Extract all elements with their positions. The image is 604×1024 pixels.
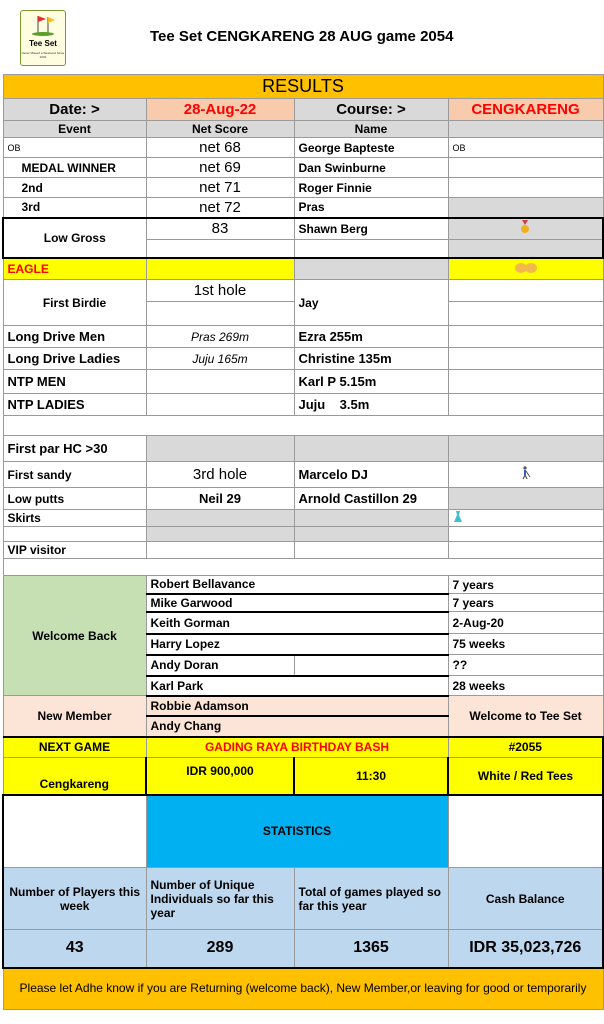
new-member-name: Andy Chang [146, 716, 448, 737]
empty-cell [3, 527, 146, 542]
welcome-back-name: Karl Park [146, 676, 448, 696]
welcome-back-since: 2-Aug-20 [448, 612, 603, 634]
statistics-title: STATISTICS [146, 795, 448, 868]
empty-cell [448, 240, 603, 258]
long-drive-men-label: Long Drive Men [3, 326, 146, 348]
empty-cell [3, 795, 146, 868]
empty-cell [146, 527, 294, 542]
low-gross-score: 83 [146, 218, 294, 240]
empty-cell [294, 436, 448, 462]
empty-cell [448, 542, 603, 559]
empty-cell [294, 542, 448, 559]
medal-net: net 69 [146, 158, 294, 178]
ntp-men-label: NTP MEN [3, 370, 146, 394]
empty-cell [146, 258, 294, 280]
logo-subtitle: Never Missed a Weekend Since 2003 [21, 51, 65, 59]
empty-cell [146, 510, 294, 527]
empty-cell [448, 394, 603, 416]
golf-flag-logo-icon [30, 14, 56, 36]
date-value: 28-Aug-22 [146, 99, 294, 121]
medal-icon [519, 220, 531, 234]
welcome-back-since: 75 weeks [448, 634, 603, 655]
next-game-fee: IDR 900,000 [146, 758, 294, 795]
empty-cell [294, 240, 448, 258]
low-putts-label: Low putts [3, 488, 146, 510]
page-title: Tee Set CENGKARENG 28 AUG game 2054 [150, 28, 454, 45]
spacer-row [3, 559, 603, 576]
clapping-hands-icon [513, 260, 539, 274]
games-label: Total of games played so far this year [294, 868, 448, 930]
first-birdie-score: 1st hole [146, 280, 294, 302]
logo-text: Tee Set [29, 39, 57, 48]
empty-cell [448, 198, 603, 218]
new-member-message: Welcome to Tee Set [448, 696, 603, 737]
third-net: net 72 [146, 198, 294, 218]
col-name-header: Name [294, 121, 448, 138]
empty-cell [146, 542, 294, 559]
results-banner: RESULTS [3, 75, 603, 99]
third-label: 3rd [3, 198, 146, 218]
course-value: CENGKARENG [448, 99, 603, 121]
long-drive-ladies-name: Christine 135m [294, 348, 448, 370]
spacer-row [3, 416, 603, 436]
first-sandy-name: Marcelo DJ [294, 462, 448, 488]
empty-cell [146, 240, 294, 258]
welcome-back-name: Robert Bellavance [146, 576, 448, 594]
empty-cell [448, 370, 603, 394]
medal-winner-label: MEDAL WINNER [3, 158, 146, 178]
long-drive-men-name: Ezra 255m [294, 326, 448, 348]
clapping-cell [448, 258, 603, 280]
cash-value: IDR 35,023,726 [448, 930, 603, 968]
first-par-label: First par HC >30 [3, 436, 146, 462]
empty-cell [448, 795, 603, 868]
welcome-back-since: 7 years [448, 576, 603, 594]
player-name: George Bapteste [294, 138, 448, 158]
empty-cell [294, 527, 448, 542]
empty-cell [448, 302, 603, 326]
skirts-label: Skirts [3, 510, 146, 527]
empty-cell [448, 121, 603, 138]
medal-name: Dan Swinburne [294, 158, 448, 178]
empty-cell [146, 302, 294, 326]
empty-cell [448, 158, 603, 178]
empty-cell [448, 280, 603, 302]
welcome-back-since: 7 years [448, 594, 603, 612]
ob-label: OB [3, 138, 146, 158]
eagle-label: EAGLE [3, 258, 146, 280]
next-game-tees: White / Red Tees [448, 758, 603, 795]
welcome-back-since: ?? [448, 655, 603, 676]
first-birdie-label: First Birdie [3, 280, 146, 326]
next-game-label: NEXT GAME [3, 737, 146, 758]
col-event-header: Event [3, 121, 146, 138]
next-game-event: GADING RAYA BIRTHDAY BASH [146, 737, 448, 758]
next-game-number: #2055 [448, 737, 603, 758]
games-value: 1365 [294, 930, 448, 968]
footer-note: Please let Adhe know if you are Returning (welcome back), New Member,or leaving for good or temporarily [3, 968, 603, 1010]
long-drive-ladies-score: Juju 165m [146, 348, 294, 370]
unique-value: 289 [146, 930, 294, 968]
second-label: 2nd [3, 178, 146, 198]
low-putts-name: Arnold Castillon 29 [294, 488, 448, 510]
golfer-icon [521, 466, 531, 480]
results-table [2, 74, 604, 1010]
low-gross-label: Low Gross [3, 218, 146, 258]
unique-label: Number of Unique Individuals so far this year [146, 868, 294, 930]
welcome-back-name: Keith Gorman [146, 612, 448, 634]
second-net: net 71 [146, 178, 294, 198]
empty-cell [294, 258, 448, 280]
course-label: Course: > [294, 99, 448, 121]
welcome-back-name: Harry Lopez [146, 634, 448, 655]
next-game-venue: Cengkareng [3, 758, 146, 795]
new-member-label: New Member [3, 696, 146, 737]
welcome-back-name: Andy Doran [146, 655, 294, 676]
ntp-ladies-name: Juju 3.5m [294, 394, 448, 416]
third-name: Pras [294, 198, 448, 218]
welcome-back-name: Mike Garwood [146, 594, 448, 612]
dress-cell [448, 510, 603, 527]
long-drive-men-score: Pras 269m [146, 326, 294, 348]
medal-cell [448, 218, 603, 240]
empty-cell [448, 326, 603, 348]
empty-cell [448, 527, 603, 542]
empty-cell [448, 348, 603, 370]
cash-label: Cash Balance [448, 868, 603, 930]
ob-extra: OB [448, 138, 603, 158]
ntp-ladies-label: NTP LADIES [3, 394, 146, 416]
dress-icon [453, 511, 463, 523]
empty-cell [146, 370, 294, 394]
col-net-header: Net Score [146, 121, 294, 138]
empty-cell [448, 488, 603, 510]
tee-set-logo [20, 10, 66, 66]
low-gross-name: Shawn Berg [294, 218, 448, 240]
first-birdie-name: Jay [294, 280, 448, 326]
first-sandy-label: First sandy [3, 462, 146, 488]
new-member-name: Robbie Adamson [146, 696, 448, 716]
players-label: Number of Players this week [3, 868, 146, 930]
vip-label: VIP visitor [3, 542, 146, 559]
empty-cell [448, 178, 603, 198]
empty-cell [294, 655, 448, 676]
golfer-cell [448, 462, 603, 488]
empty-cell [146, 394, 294, 416]
empty-cell [294, 510, 448, 527]
long-drive-ladies-label: Long Drive Ladies [3, 348, 146, 370]
low-putts-score: Neil 29 [146, 488, 294, 510]
date-label: Date: > [3, 99, 146, 121]
empty-cell [448, 436, 603, 462]
empty-cell [146, 436, 294, 462]
first-sandy-score: 3rd hole [146, 462, 294, 488]
second-name: Roger Finnie [294, 178, 448, 198]
net-score: net 68 [146, 138, 294, 158]
welcome-back-since: 28 weeks [448, 676, 603, 696]
next-game-time: 11:30 [294, 758, 448, 795]
players-value: 43 [3, 930, 146, 968]
welcome-back-label: Welcome Back [3, 576, 146, 696]
ntp-men-name: Karl P 5.15m [294, 370, 448, 394]
